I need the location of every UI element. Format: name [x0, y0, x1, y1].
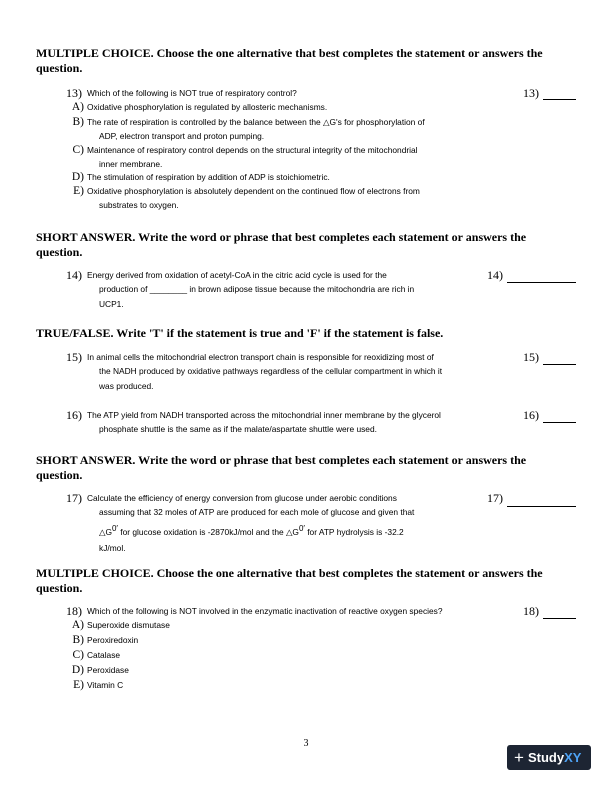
option-b[interactable]: [72, 633, 517, 647]
option-b[interactable]: [72, 115, 517, 144]
answer-number: 13): [523, 86, 539, 100]
section-header-short-answer: SHORT ANSWER. Write the word or phrase that best completes each statement or answers the question.: [36, 230, 527, 259]
logo-text-study: Study: [527, 750, 565, 765]
option-a[interactable]: [71, 618, 517, 632]
answer-number: 17): [487, 491, 503, 505]
option-text: Peroxidase: [87, 665, 129, 675]
option-text-cont: inner membrane.: [99, 159, 163, 170]
question-text: Which of the following is NOT involved in the enzymatic inactivation of reactive oxygen species?: [87, 606, 443, 616]
answer-number: 14): [487, 268, 503, 282]
answer-blank[interactable]: [507, 282, 576, 283]
question-number: 14): [66, 268, 82, 282]
logo-text-xy: XY: [564, 750, 582, 765]
option-e[interactable]: [73, 678, 517, 692]
section-header-multiple-choice: MULTIPLE CHOICE. Choose the one alternative that best completes the statement or answers the question.: [36, 46, 543, 75]
answer-blank[interactable]: [543, 364, 576, 365]
question-line: was produced.: [99, 380, 154, 391]
question-line: phosphate shuttle is the same as if the malate/aspartate shuttle were used.: [99, 424, 377, 435]
answer-blank[interactable]: [543, 99, 576, 100]
question-text: [87, 268, 457, 311]
option-letter: A): [71, 101, 84, 113]
superscript: 0′: [111, 523, 118, 533]
plus-icon: +: [514, 748, 524, 767]
option-letter: B): [72, 634, 84, 646]
option-text: The rate of respiration is controlled by the balance between the △G's for phosphorylation of: [87, 117, 425, 127]
option-letter: A): [71, 619, 84, 631]
question-line: In animal cells the mitochondrial electron transport chain is responsible for reoxidizing most of: [87, 352, 434, 362]
option-text: Oxidative phosphorylation is regulated by allosteric mechanisms.: [87, 102, 328, 112]
option-letter: B): [72, 116, 84, 128]
question-fragment: for glucose oxidation is -2870kJ/mol and the △G: [117, 526, 299, 537]
question-line: assuming that 32 moles of ATP are produced for each mole of glucose and given that: [99, 507, 415, 518]
question-line: The ATP yield from NADH transported across the mitochondrial inner membrane by the glycerol: [87, 410, 441, 420]
question-line: kJ/mol.: [99, 542, 126, 553]
option-letter: C): [72, 144, 84, 156]
question-text: Which of the following is NOT true of respiratory control?: [87, 88, 297, 98]
question-number: 18): [66, 604, 82, 618]
option-text: Superoxide dismutase: [87, 620, 170, 630]
option-d[interactable]: [71, 663, 517, 677]
option-d[interactable]: [71, 170, 517, 184]
option-letter: E): [73, 679, 84, 691]
answer-blank[interactable]: [543, 422, 576, 423]
question-line: [87, 520, 457, 541]
answer-number: 18): [523, 604, 539, 618]
question-line: Energy derived from oxidation of acetyl-CoA in the citric acid cycle is used for the: [87, 270, 387, 280]
answer-blank[interactable]: [507, 506, 576, 507]
question-text: [87, 408, 512, 437]
question-text: [87, 350, 512, 393]
section-header-short-answer: SHORT ANSWER. Write the word or phrase that best completes each statement or answers the question.: [36, 453, 527, 482]
question-fragment: for ATP hydrolysis is -32.2: [304, 526, 404, 537]
option-text: Vitamin C: [87, 680, 124, 690]
option-letter: D): [71, 171, 84, 183]
option-letter: D): [71, 664, 84, 676]
option-c[interactable]: [72, 648, 517, 662]
answer-number: 16): [523, 408, 539, 422]
option-text: Oxidative phosphorylation is absolutely dependent on the continued flow of electrons from: [87, 186, 420, 196]
question-line: production of ________ in brown adipose tissue because the mitochondria are rich in: [99, 284, 415, 295]
delta-g-symbol: △G: [99, 526, 112, 537]
section-header-true-false: TRUE/FALSE. Write 'T' if the statement is true and 'F' if the statement is false.: [36, 326, 444, 340]
question-line: Calculate the efficiency of energy conversion from glucose under aerobic conditions: [87, 493, 397, 503]
answer-blank[interactable]: [543, 618, 576, 619]
option-e[interactable]: [73, 184, 517, 213]
question-line: the NADH produced by oxidative pathways regardless of the cellular compartment in which it: [99, 366, 443, 377]
superscript: 0′: [298, 523, 305, 533]
option-a[interactable]: [71, 100, 517, 114]
option-letter: E): [73, 185, 84, 197]
option-text: Catalase: [87, 650, 121, 660]
option-text-cont: ADP, electron transport and proton pumping.: [99, 131, 265, 142]
option-text: Peroxiredoxin: [87, 635, 139, 645]
section-header-multiple-choice: MULTIPLE CHOICE. Choose the one alternative that best completes the statement or answers the question.: [36, 566, 543, 595]
option-text: Maintenance of respiratory control depends on the structural integrity of the mitochondrial: [87, 145, 418, 155]
option-letter: C): [72, 649, 84, 661]
question-number: 16): [66, 408, 82, 422]
question-number: 17): [66, 491, 82, 505]
option-text: The stimulation of respiration by addition of ADP is stoichiometric.: [87, 172, 330, 182]
question-number: 15): [66, 350, 82, 364]
studyxy-logo[interactable]: [507, 745, 591, 770]
page-number: 3: [303, 738, 309, 749]
option-text-cont: substrates to oxygen.: [99, 200, 179, 211]
option-c[interactable]: [72, 143, 517, 172]
question-number: 13): [66, 86, 82, 100]
question-line: UCP1.: [99, 298, 124, 309]
question-text: [87, 491, 457, 555]
answer-number: 15): [523, 350, 539, 364]
